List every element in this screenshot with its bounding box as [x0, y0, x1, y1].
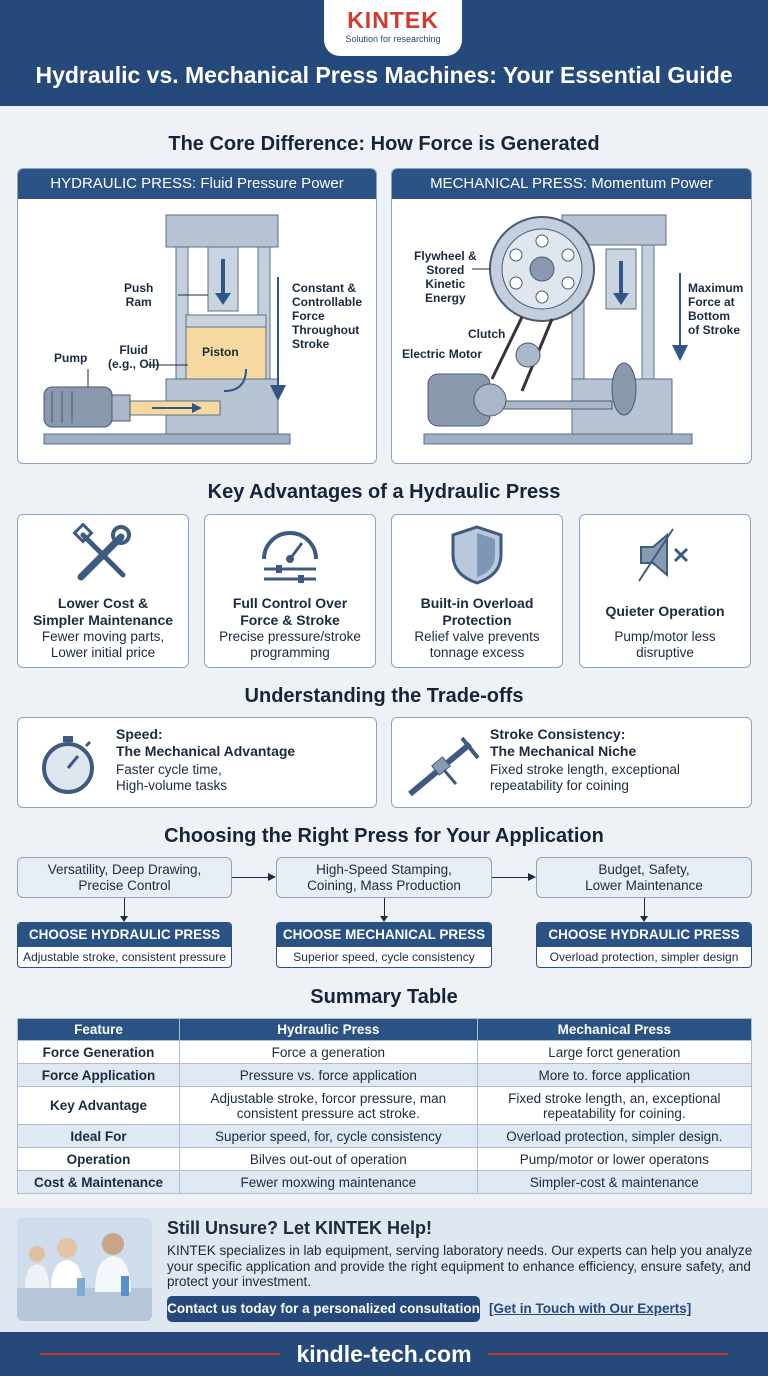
lab-scene-illustration	[17, 1218, 152, 1321]
hydraulic-diagram-panel	[17, 168, 377, 464]
speaker-muted-icon	[633, 523, 697, 587]
choice-box-hydraulic-budget	[536, 922, 752, 968]
advantage-desc: Fewer moving parts, Lower initial price	[41, 629, 165, 660]
table-cell-feature: Force Generation	[18, 1041, 180, 1064]
table-header: Mechanical Press	[477, 1019, 751, 1041]
table-cell: Pump/motor or lower operatons	[477, 1148, 751, 1171]
pump-label: Pump	[54, 351, 88, 365]
mechanical-force-note: Maximum Force at Bottom of Stroke	[688, 281, 744, 337]
caliper-icon	[404, 730, 484, 800]
table-row	[18, 1125, 752, 1148]
footer-url[interactable]: kindle-tech.com	[296, 1341, 472, 1367]
table-cell-feature: Cost & Maintenance	[18, 1171, 180, 1194]
experts-link[interactable]: [Get in Touch with Our Experts]	[489, 1301, 692, 1316]
advantage-title: Built-in Overload Protection	[420, 595, 534, 628]
advantage-card-cost	[17, 514, 189, 668]
table-header: Hydraulic Press	[180, 1019, 478, 1041]
tools-icon	[71, 523, 135, 587]
table-cell: Bilves out-out of operation	[180, 1148, 478, 1171]
stopwatch-icon	[36, 732, 100, 796]
clutch-label: Clutch	[468, 327, 506, 341]
table-cell: Adjustable stroke, forcor pressure, man consistent pressure act stroke.	[180, 1087, 478, 1125]
table-cell: Overload protection, simpler design.	[477, 1125, 751, 1148]
logo[interactable]	[324, 0, 462, 56]
advantage-card-control	[204, 514, 376, 668]
brand-name: KINTEK	[347, 7, 439, 33]
table-cell-feature: Operation	[18, 1148, 180, 1171]
lab-scientists-photo	[17, 1218, 152, 1321]
tradeoff-card-speed	[17, 717, 377, 808]
advantage-desc: Pump/motor less disruptive	[614, 629, 716, 660]
piston-label: Piston	[202, 345, 239, 359]
tradeoff-desc: Faster cycle time, High-volume tasks	[116, 762, 228, 793]
advantage-desc: Precise pressure/stroke programming	[219, 629, 361, 660]
advantage-title: Full Control Over Force & Stroke	[232, 595, 348, 628]
advantage-card-quiet	[579, 514, 751, 668]
consultation-button[interactable]: Contact us today for a personalized consultation	[167, 1296, 480, 1322]
flywheel-label: Flywheel & Stored Kinetic Energy	[414, 249, 477, 305]
advantage-title: Lower Cost & Simpler Maintenance	[32, 595, 174, 628]
shield-icon	[445, 523, 509, 587]
brand-tagline: Solution for researching	[345, 34, 441, 44]
cta-title: Still Unsure? Let KINTEK Help!	[167, 1218, 433, 1238]
section-title-choosing: Choosing the Right Press for Your Application	[164, 825, 604, 847]
mechanical-panel-heading: MECHANICAL PRESS: Momentum Power	[392, 169, 751, 199]
table-cell: Large forct generation	[477, 1041, 751, 1064]
table-cell: Simpler-cost & maintenance	[477, 1171, 751, 1194]
tradeoff-title: Speed: The Mechanical Advantage	[116, 726, 296, 759]
table-row	[18, 1171, 752, 1194]
hydraulic-panel-heading: HYDRAULIC PRESS: Fluid Pressure Power	[18, 169, 376, 199]
hydraulic-force-note: Constant & Controllable Force Throughout Stroke	[292, 281, 363, 351]
table-cell-feature: Ideal For	[18, 1125, 180, 1148]
table-cell: Pressure vs. force application	[180, 1064, 478, 1087]
choice-heading: CHOOSE MECHANICAL PRESS	[277, 923, 491, 947]
footer	[0, 1332, 768, 1376]
fluid-label: Fluid (e.g., Oil)	[108, 343, 160, 371]
flow-connector	[384, 898, 385, 918]
tradeoff-desc: Fixed stroke length, exceptional repeatability for coining	[490, 762, 680, 793]
section-title-advantages: Key Advantages of a Hydraulic Press	[207, 481, 561, 503]
choice-heading: CHOOSE HYDRAULIC PRESS	[537, 923, 751, 947]
table-cell: Fixed stroke length, an, exceptional repeatability for coining.	[477, 1087, 751, 1125]
choice-heading: CHOOSE HYDRAULIC PRESS	[18, 923, 231, 947]
choice-box-mechanical	[276, 922, 492, 968]
section-title-core: The Core Difference: How Force is Generated	[168, 133, 600, 155]
choice-reason: Superior speed, cycle consistency	[293, 950, 475, 964]
tradeoff-card-stroke	[391, 717, 752, 808]
cta-body: KINTEK specializes in lab equipment, serving laboratory needs. Our experts can help you analyze your specific application and provide the right equipment to enhance efficiency, ensure safety, and protect your investment.	[167, 1243, 753, 1289]
need-box: Versatility, Deep Drawing, Precise Control	[17, 857, 232, 898]
page-title: Hydraulic vs. Mechanical Press Machines: Your Essential Guide	[35, 62, 733, 88]
section-title-tradeoffs: Understanding the Trade-offs	[244, 685, 524, 707]
table-row	[18, 1148, 752, 1171]
summary-table	[17, 1018, 752, 1194]
choice-box-hydraulic	[17, 922, 232, 968]
table-cell: Force a generation	[180, 1041, 478, 1064]
tradeoff-title: Stroke Consistency: The Mechanical Niche	[490, 726, 637, 759]
gauge-icon	[258, 523, 322, 587]
advantage-title: Quieter Operation	[605, 603, 725, 619]
table-row	[18, 1087, 752, 1125]
mechanical-diagram-panel	[391, 168, 752, 464]
need-box: High-Speed Stamping, Coining, Mass Production	[276, 857, 492, 898]
choice-reason: Adjustable stroke, consistent pressure	[23, 950, 226, 964]
table-cell-feature: Force Application	[18, 1064, 180, 1087]
table-cell-feature: Key Advantage	[18, 1087, 180, 1125]
table-cell: More to. force application	[477, 1064, 751, 1087]
push-ram-label: Push Ram	[124, 281, 154, 309]
section-title-summary: Summary Table	[310, 986, 458, 1008]
choice-reason: Overload protection, simpler design	[549, 950, 739, 964]
table-cell: Fewer moxwing maintenance	[180, 1171, 478, 1194]
electric-motor-label: Electric Motor	[402, 347, 483, 361]
cta-section	[0, 1208, 768, 1332]
advantage-card-overload	[391, 514, 563, 668]
table-row	[18, 1064, 752, 1087]
table-header: Feature	[18, 1019, 180, 1041]
flow-connector	[124, 898, 125, 918]
table-row	[18, 1041, 752, 1064]
need-box: Budget, Safety, Lower Maintenance	[536, 857, 752, 898]
flow-connector	[644, 898, 645, 918]
header-banner	[0, 0, 768, 106]
table-cell: Superior speed, for, cycle consistency	[180, 1125, 478, 1148]
advantage-desc: Relief valve prevents tonnage excess	[414, 629, 540, 660]
